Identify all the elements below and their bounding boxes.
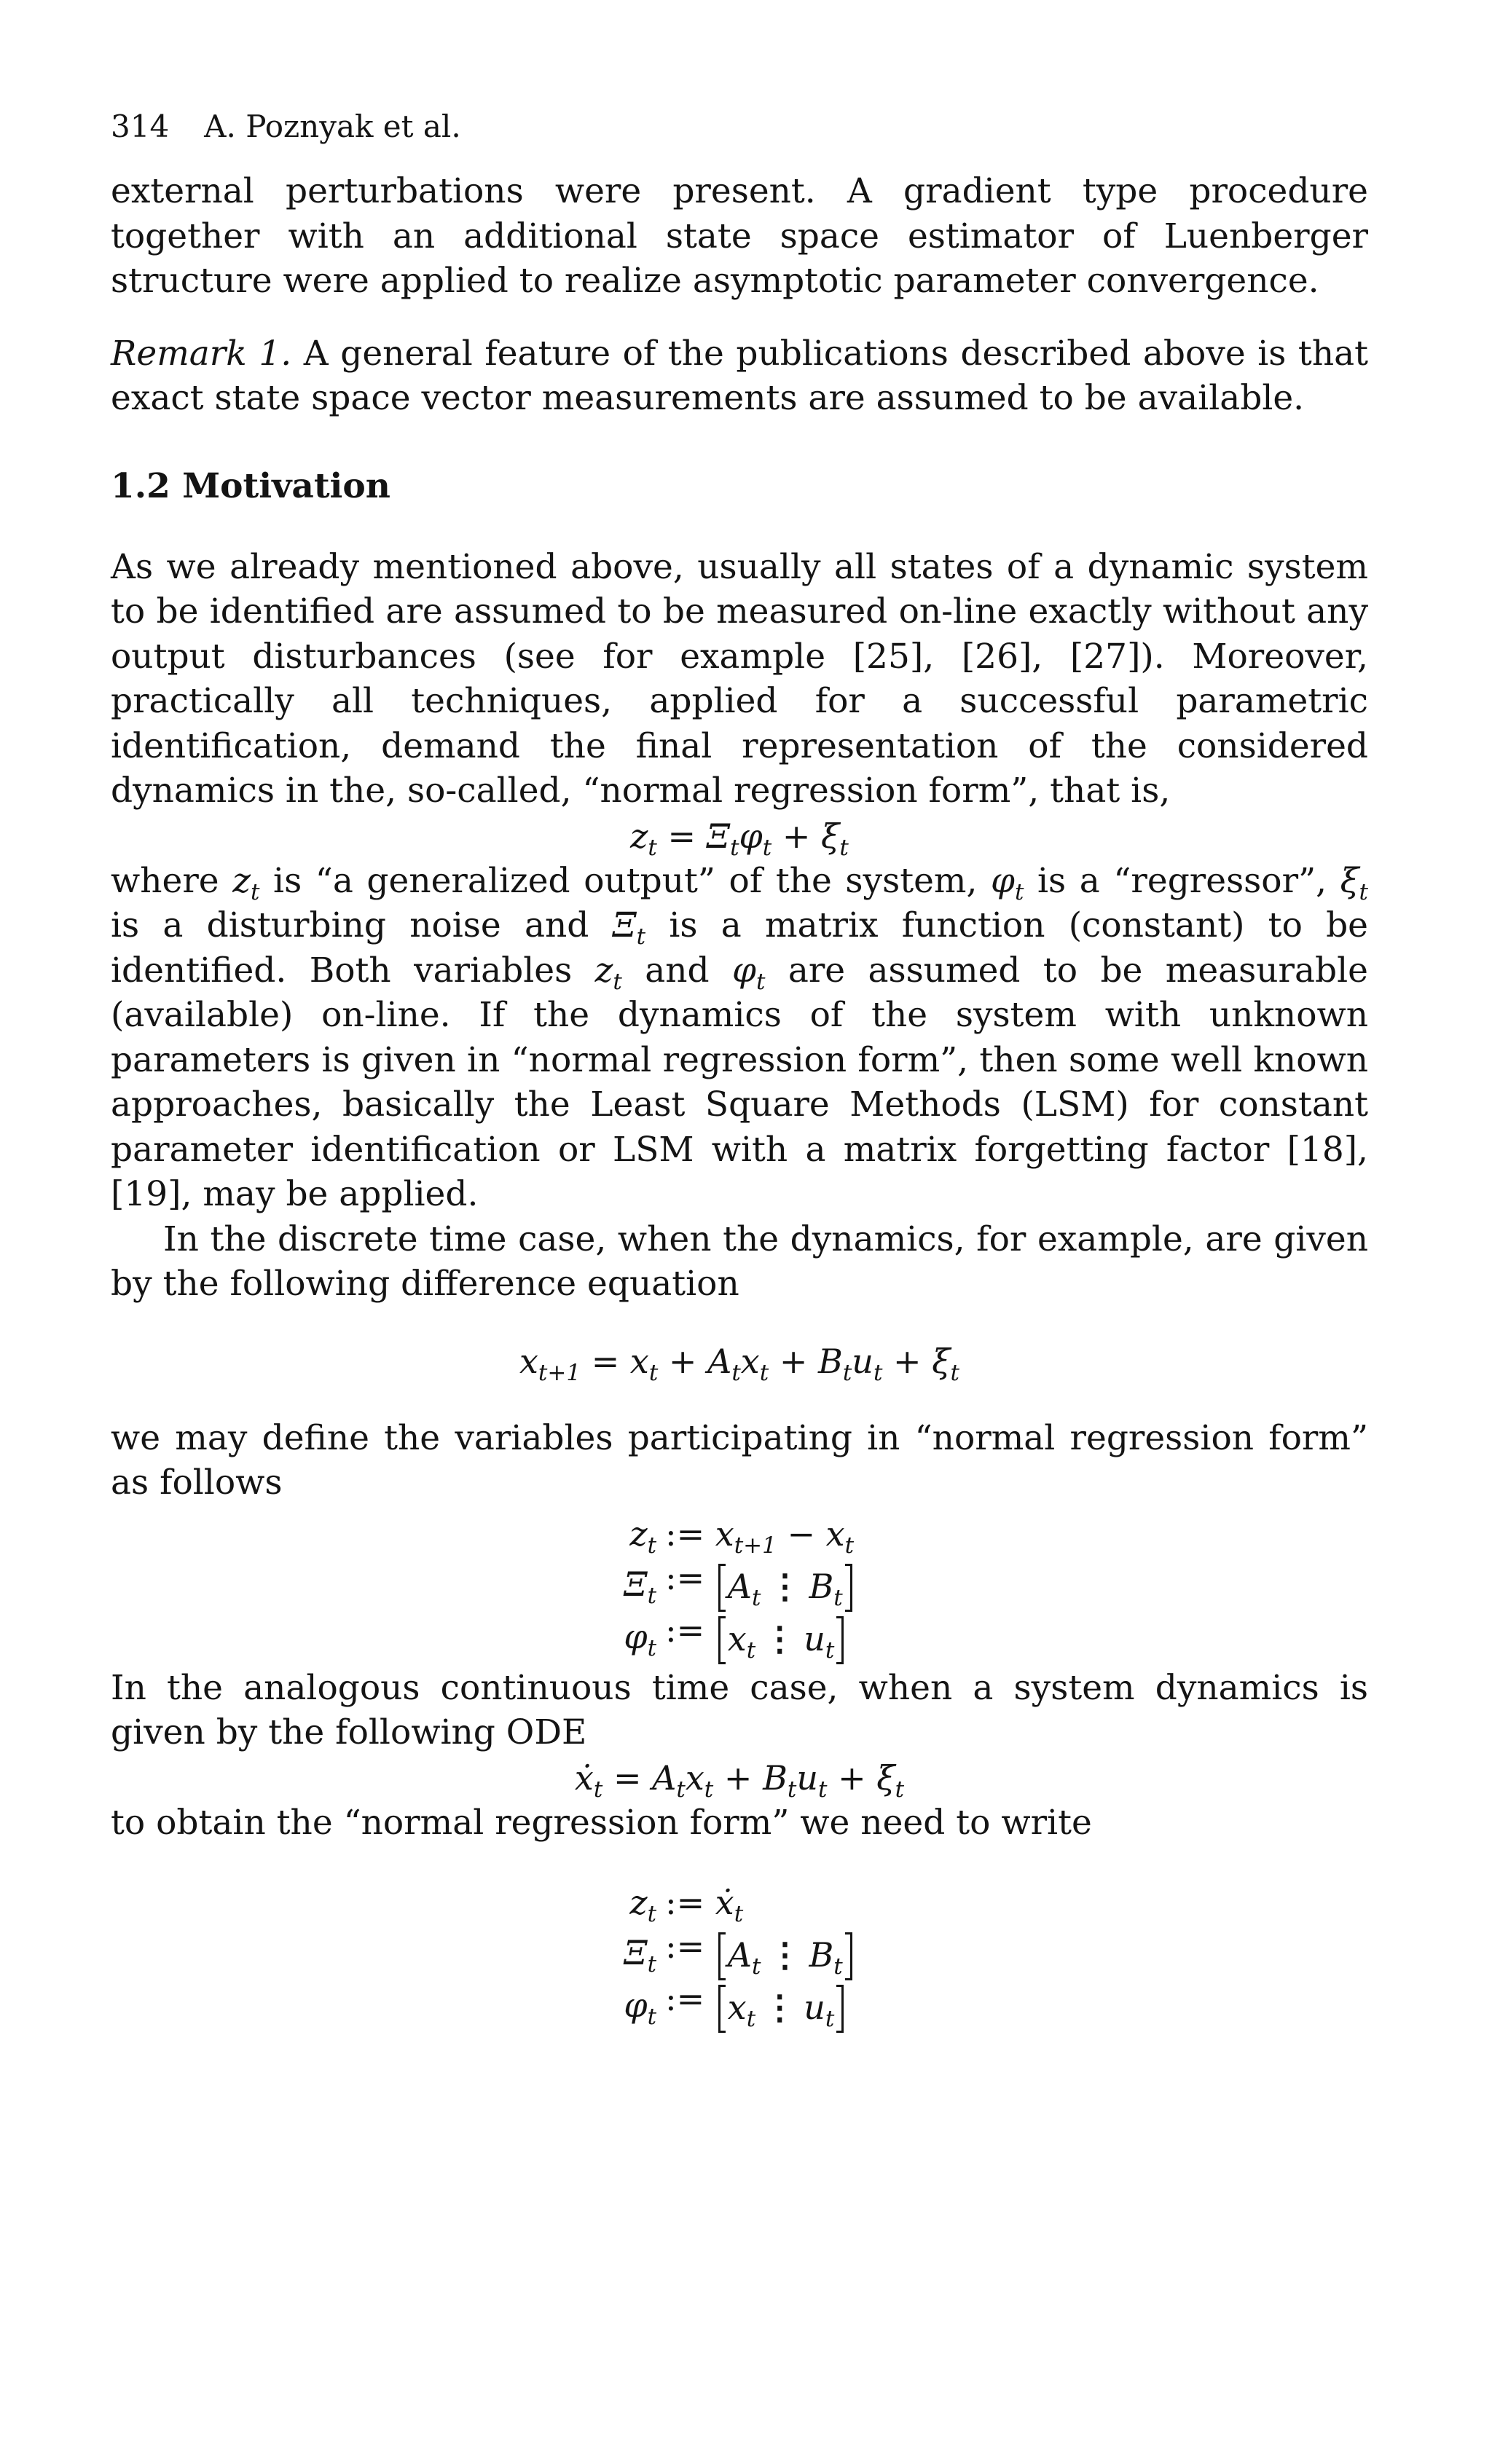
- page: [111, 109, 1368, 2034]
- intro-paragraph: external perturbations were present. A gradient type procedure together with an additional state space estimator of Luenberger structure were applied to realize asymptotic parameter convergence.: [111, 171, 1368, 301]
- matrix-bracket: $A_t$ ⋮ $B_t$: [718, 1565, 852, 1610]
- remark-label: Remark 1.: [111, 333, 292, 374]
- page-number: 314: [111, 109, 170, 144]
- remark-text: A general feature of the publications described above is that exact state space vector measurements are assumed to be available.: [111, 333, 1369, 418]
- def-xi-continuous: $\Xi_t$ := $A_t$ ⋮ $B_t$: [624, 1926, 855, 1979]
- def-z-discrete: $z_t$ := $x_{t+1} - x_t$: [629, 1514, 855, 1559]
- ode-equation: ẋ$_t$ = $A_tx_t + B_tu_t + \xi_t$: [574, 1758, 905, 1803]
- def-z-continuous: $z_t$ := ẋ$_t$: [629, 1883, 744, 1927]
- continuous-definitions: [111, 1878, 1368, 2031]
- remark-paragraph: [111, 331, 1368, 421]
- difference-equation: $x_{t+1} = x_t + A_tx_t + B_tu_t + \xi_t$: [519, 1341, 960, 1386]
- def-phi-continuous: $\varphi_t$ := $x_t$ ⋮ $u_t$: [624, 1979, 855, 2031]
- def-xi-discrete: $\Xi_t$ := $A_t$ ⋮ $B_t$: [624, 1558, 855, 1610]
- matrix-bracket: $x_t$ ⋮ $u_t$: [718, 1618, 844, 1663]
- section-title: 1.2 Motivation: [111, 465, 390, 506]
- define-paragraph: we may define the variables participating in “normal regression form” as follows: [111, 1417, 1368, 1503]
- author-line: A. Poznyak et al.: [204, 109, 461, 144]
- obtain-paragraph: to obtain the “normal regression form” we need to write: [111, 1802, 1092, 1843]
- continuous-paragraph: In the analogous continuous time case, when a system dynamics is given by the following ODE: [111, 1667, 1368, 1752]
- running-header: [111, 109, 1368, 144]
- matrix-bracket: $x_t$ ⋮ $u_t$: [718, 1986, 844, 2031]
- matrix-bracket: $A_t$ ⋮ $B_t$: [718, 1934, 852, 1979]
- where-paragraph: where $z_t$ is “a generalized output” of the system, $\varphi_t$ is a “regressor”, $\xi_t$ is a disturbing noise and $\Xi_t$ is a matrix function (constant) to be identified. Both variables $z_t$ and $\varphi_t$ are assumed to be measurable (available) on-line. If the dynamics of the system with unknown parameters is given in “normal regression form”, then some well known approaches, basically the Least Square Methods (LSM) for constant parameter identification or LSM with a matrix forgetting factor [18], [19], may be applied.: [111, 860, 1368, 1214]
- motivation-paragraph: As we already mentioned above, usually all states of a dynamic system to be identified are assumed to be measured on-line exactly without any output disturbances (see for example [25], [26], [27]). Moreover, practically all techniques, applied for a successful parametric identification, demand the final representation of the considered dynamics in the, so-called, “normal regression form”, that is,: [111, 546, 1368, 811]
- def-phi-discrete: $\varphi_t$ := $x_t$ ⋮ $u_t$: [624, 1610, 855, 1663]
- discrete-paragraph: In the discrete time case, when the dynamics, for example, are given by the following difference equation: [111, 1219, 1368, 1304]
- discrete-definitions: [111, 1510, 1368, 1663]
- regression-equation: $z_t = \Xi_t\varphi_t + \xi_t$: [630, 816, 849, 861]
